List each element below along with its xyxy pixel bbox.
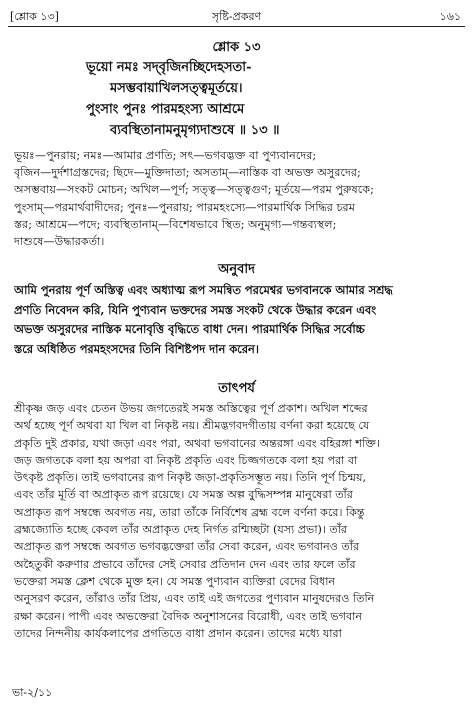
translation-line: প্রণতি নিবেদন করি, যিনি পুণ্যবান ভক্তদের সমস্ত সংকট থেকে উদ্ধার করেন এবং bbox=[14, 302, 377, 317]
synonyms-line: অসম্ভবায়—সংকট মোচন; অখিল—পূর্ণ; সত্ত্ব—সত্ত্বগুণ; মূর্তয়ে—পরম পুরুষকে; bbox=[14, 183, 374, 197]
synonyms-block bbox=[14, 147, 463, 250]
synonyms-line: ভূয়ঃ—পুনরায়; নমঃ—আমার প্রণতি; সৎ—ভগবদ্ভক্ত বা পুণ্যবানদের; bbox=[14, 149, 317, 162]
page-footer-signature: ভা-২/১১ bbox=[12, 686, 53, 699]
synonyms-line: বৃজিন—দুর্দশাগ্রস্তদের; ছিদে—মুক্তিদাতা; অসতাম্—নাস্তিক বা অভক্ত অসুরদের; bbox=[14, 166, 361, 180]
purport-block bbox=[14, 400, 463, 642]
header-chapter-title: সৃষ্টি-প্রকরণ bbox=[211, 10, 262, 23]
verse-line-1: ভূয়ো নমঃ সদ্‌বৃজিনচ্ছিদেহসতা- bbox=[86, 60, 252, 75]
purport-line: উৎকৃষ্ট প্রকৃতি। তাই ভগবানের রূপ নিকৃষ্ট জড়া-প্রকৃতিসম্ভূত নয়। তিনি পূর্ণ চিন্ময়, bbox=[14, 471, 367, 485]
purport-line: অপ্রাকৃত রূপ সম্বন্ধে অবগত ভগবদ্ভক্তেরা তাঁর সেবা করেন, এবং ভগবানও তাঁর bbox=[14, 540, 360, 554]
purport-line: এবং তাঁর মূর্তি বা অপ্রাকৃত রূপ রয়েছে। যে সমস্ত অল্প বুদ্ধিসম্পন্ন মানুষেরা তাঁর bbox=[14, 488, 353, 502]
synonyms-line: স্তর; আশ্রমে—পদে; ব্যবস্থিতানাম্—বিশেষভাবে স্থিত; অনুমৃগ্য—গন্তব্যস্থল; bbox=[14, 217, 337, 231]
verse-line-2: মসম্ভবায়াখিলসত্ত্বমূর্তয়ে। bbox=[110, 81, 243, 96]
purport-line: অর্থ হচ্ছে পূর্ণ অথবা যা খিল বা নিকৃষ্ট নয়। শ্রীমদ্ভগবদগীতায় বর্ণনা করা হয়েছে যে bbox=[14, 419, 370, 433]
purport-line: ব্রহ্মজ্যোতি হচ্ছে কেবল তাঁর অপ্রাকৃত দেহ নির্গত রশ্মিচ্ছটা (যস্য প্রভা)। তাঁর bbox=[14, 523, 348, 537]
synonyms-line: দাশুষে—উদ্ধারকর্তা। bbox=[14, 235, 105, 249]
purport-line: শ্রীকৃষ্ণ জড় এবং চেতন উভয় জগতেরই সমস্ত অস্তিত্বের পূর্ণ প্রকাশ। অখিল শব্দের bbox=[14, 402, 368, 415]
purport-title: তাৎপর্য bbox=[218, 381, 255, 396]
purport-line: জড় জগতকে বলা হয় অপরা বা নিকৃষ্ট প্রকৃতি এবং চিজ্জগতকে বলা হয় পরা বা bbox=[14, 453, 358, 467]
translation-block bbox=[14, 281, 463, 359]
translation-line: স্তরে অধিষ্ঠিত পরমহংসদের তিনি বিশিষ্টপদ দান করেন। bbox=[14, 341, 259, 356]
header-verse-ref: [শ্লোক ১৩] bbox=[10, 10, 59, 23]
translation-line: আমি পুনরায় পূর্ণ অস্তিত্ব এবং অধ্যাত্ম রূপ সমন্বিত পরমেশ্বর ভগবানকে আমার সশ্রদ্ধ bbox=[14, 283, 393, 297]
header-page-number: ১৬১ bbox=[439, 10, 461, 23]
sloka-title: শ্লোক ১৩ bbox=[212, 40, 261, 55]
purport-line: অপ্রাকৃত রূপ সম্বন্ধে অবগত নয়, তারা তাঁকে নির্বিশেষ ব্রহ্ম বলে বর্ণনা করে। কিন্তু bbox=[14, 505, 365, 519]
synonyms-line: পুংসাম্—পরমার্থবাদীদের; পুনঃ—পুনরায়; পারমহংস্যে—পারমার্থিক সিদ্ধির চরম bbox=[14, 200, 355, 214]
purport-line: প্রকৃতি দুই প্রকার, যথা জড়া এবং পরা, অথবা ভগবানের অন্তরঙ্গা এবং বহিরঙ্গা শক্তি। bbox=[14, 436, 380, 450]
purport-line: অনুসরণ করেন, তাঁরাও তাঁর প্রিয়, এবং তাই এই জগতের পুণ্যবান মানুষদেরও তিনি bbox=[14, 592, 375, 606]
translation-line: অভক্ত অসুরদের নাস্তিক মনোবৃত্তি বৃদ্ধিতে বাধা দেন। পারমার্থিক সিদ্ধির সর্বোচ্চ bbox=[14, 322, 365, 337]
running-header bbox=[8, 8, 465, 24]
header-divider bbox=[8, 26, 465, 27]
verse-line-4: ব্যবস্থিতানামনুমৃগ্যদাশুষে ॥ ১৩ ॥ bbox=[110, 123, 280, 138]
purport-line: তাদের নিন্দনীয় কার্যকলাপের প্রগতিতে বাধা প্রদান করেন। তাদের মধ্যে যারা bbox=[14, 626, 342, 640]
purport-line: অহৈতুকী করুণার প্রভাবে তাঁদের সেই সেবার প্রতিদান দেন এবং তার ফলে তাঁর bbox=[14, 557, 356, 571]
translation-title: অনুবাদ bbox=[218, 262, 255, 277]
verse-line-3: পুংসাং পুনঃ পারমহংস্য আশ্রমে bbox=[86, 102, 245, 117]
purport-line: ভক্তেরা সমস্ত ক্লেশ থেকে মুক্ত হন। যে সমস্ত পুণ্যবান ব্যক্তিরা বেদের বিধান bbox=[14, 574, 336, 588]
purport-line: রক্ষা করেন। পাপী এবং অভক্তেরা বৈদিক অনুশাসনের বিরোধী, এবং তাই ভগবান bbox=[14, 609, 362, 623]
